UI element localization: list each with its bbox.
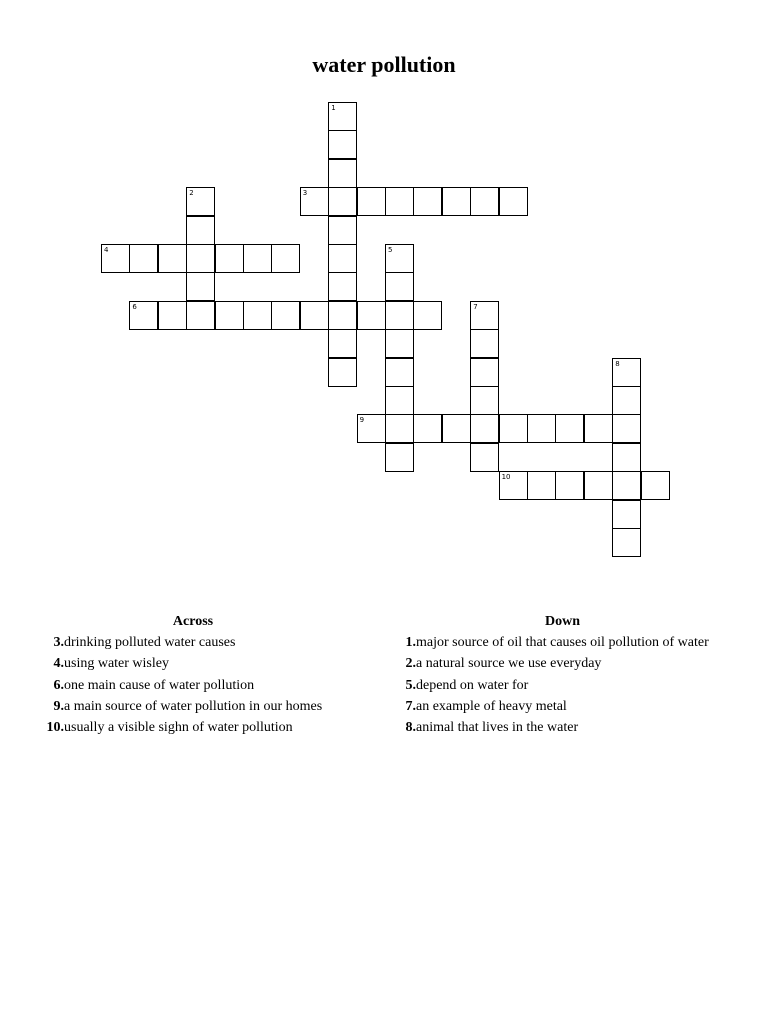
cell-number: 2 xyxy=(189,189,194,198)
cell-number: 4 xyxy=(104,246,109,254)
crossword-cell[interactable] xyxy=(385,386,414,415)
clue-text: a main source of water pollution in our homes xyxy=(64,698,323,714)
clue-across-9 xyxy=(38,696,368,717)
crossword-cell[interactable] xyxy=(470,187,499,216)
crossword-cell[interactable] xyxy=(328,216,357,245)
clue-text: using water wisley xyxy=(64,656,169,672)
crossword-cell[interactable] xyxy=(385,301,414,330)
crossword-cell[interactable] xyxy=(612,386,641,415)
crossword-cell[interactable] xyxy=(158,244,187,273)
clue-number: 8. xyxy=(405,720,416,736)
clue-text: a natural source we use everyday xyxy=(416,656,602,672)
crossword-cell[interactable] xyxy=(612,500,641,529)
crossword-cell[interactable] xyxy=(328,301,357,330)
crossword-cell[interactable] xyxy=(499,471,528,500)
crossword-cell[interactable] xyxy=(357,414,386,443)
clue-number: 2. xyxy=(405,656,416,672)
cell-number: 1 xyxy=(331,104,336,112)
crossword-cell[interactable] xyxy=(158,301,187,330)
crossword-cell[interactable] xyxy=(101,244,130,273)
crossword-cell[interactable] xyxy=(470,443,499,472)
crossword-cell[interactable] xyxy=(129,244,158,273)
crossword-cell[interactable] xyxy=(328,187,357,216)
crossword-cell[interactable] xyxy=(357,187,386,216)
crossword-cell[interactable] xyxy=(243,244,272,273)
crossword-cell[interactable] xyxy=(385,187,414,216)
crossword-cell[interactable] xyxy=(584,471,613,500)
crossword-cell[interactable] xyxy=(271,244,300,273)
clue-number: 1. xyxy=(405,635,416,650)
crossword-cell[interactable] xyxy=(243,301,272,330)
crossword-cell[interactable] xyxy=(385,443,414,472)
clue-across-3 xyxy=(38,632,368,653)
crossword-cell[interactable] xyxy=(470,414,499,443)
crossword-cell[interactable] xyxy=(328,329,357,358)
crossword-cell[interactable] xyxy=(470,358,499,387)
crossword-cell[interactable] xyxy=(186,187,215,216)
crossword-cell[interactable] xyxy=(186,244,215,273)
crossword-cell[interactable] xyxy=(641,471,670,500)
clue-text: usually a visible sighn of water pollution xyxy=(64,720,293,736)
clue-across-6 xyxy=(38,675,368,696)
crossword-cell[interactable] xyxy=(215,244,244,273)
crossword-cell[interactable] xyxy=(328,358,357,387)
cell-number: 5 xyxy=(388,246,393,254)
crossword-cell[interactable] xyxy=(584,414,613,443)
crossword-cell[interactable] xyxy=(612,471,641,500)
crossword-cell[interactable] xyxy=(470,386,499,415)
clue-number: 9. xyxy=(53,698,64,714)
crossword-cell[interactable] xyxy=(612,443,641,472)
crossword-cell[interactable] xyxy=(186,301,215,330)
crossword-cell[interactable] xyxy=(129,301,158,330)
crossword-cell[interactable] xyxy=(555,414,584,443)
crossword-cell[interactable] xyxy=(612,528,641,557)
crossword-cell[interactable] xyxy=(385,358,414,387)
crossword-cell[interactable] xyxy=(328,159,357,188)
crossword-cell[interactable] xyxy=(271,301,300,330)
crossword-cell[interactable] xyxy=(385,244,414,273)
clue-number: 10. xyxy=(46,720,64,736)
crossword-cell[interactable] xyxy=(300,187,329,216)
cell-number: 3 xyxy=(302,189,308,198)
crossword-cell[interactable] xyxy=(328,272,357,301)
crossword-cell[interactable] xyxy=(413,414,442,443)
cell-number: 8 xyxy=(615,359,620,368)
crossword-cell[interactable] xyxy=(470,301,499,330)
clue-across-10 xyxy=(38,717,368,738)
cell-number: 6 xyxy=(132,302,137,311)
clue-number: 6. xyxy=(53,677,64,693)
down-heading: Down xyxy=(544,614,580,629)
crossword-cell[interactable] xyxy=(328,244,357,273)
crossword-cell[interactable] xyxy=(385,272,414,301)
crossword-cell[interactable] xyxy=(215,301,244,330)
clue-down-8 xyxy=(390,717,760,738)
cell-number: 10 xyxy=(501,473,511,482)
crossword-cell[interactable] xyxy=(186,216,215,245)
crossword-cell[interactable] xyxy=(499,187,528,216)
crossword-cell[interactable] xyxy=(300,301,329,330)
crossword-cell[interactable] xyxy=(413,301,442,330)
clue-number: 5. xyxy=(405,677,416,693)
clue-text: depend on water for xyxy=(416,677,529,693)
across-heading: Across xyxy=(172,614,214,629)
crossword-cell[interactable] xyxy=(527,414,556,443)
down-clues xyxy=(390,612,760,738)
crossword-cell[interactable] xyxy=(385,329,414,358)
crossword-cell[interactable] xyxy=(357,301,386,330)
crossword-cell[interactable] xyxy=(470,329,499,358)
clue-text: major source of oil that causes oil pollution of water xyxy=(416,635,709,650)
crossword-cell[interactable] xyxy=(555,471,584,500)
clue-number: 7. xyxy=(405,698,416,714)
crossword-cell[interactable] xyxy=(413,187,442,216)
clue-text: animal that lives in the water xyxy=(416,720,579,736)
cell-number: 7 xyxy=(473,302,478,311)
crossword-cell[interactable] xyxy=(527,471,556,500)
clue-text: one main cause of water pollution xyxy=(64,677,255,693)
clue-number: 3. xyxy=(53,635,64,650)
crossword-cell[interactable] xyxy=(442,414,471,443)
cell-number: 9 xyxy=(359,416,365,425)
crossword-cell[interactable] xyxy=(328,102,357,131)
clue-number: 4. xyxy=(53,656,64,672)
crossword-cell[interactable] xyxy=(442,187,471,216)
clue-down-7 xyxy=(390,696,760,717)
clue-down-5 xyxy=(390,675,760,696)
clue-across-4 xyxy=(38,653,368,674)
clue-text: drinking polluted water causes xyxy=(64,635,236,650)
crossword-cell[interactable] xyxy=(385,414,414,443)
crossword-cell[interactable] xyxy=(186,272,215,301)
puzzle-title: water pollution xyxy=(312,52,456,77)
across-clues xyxy=(38,612,368,738)
clue-text: an example of heavy metal xyxy=(416,698,567,714)
crossword-cell[interactable] xyxy=(499,414,528,443)
crossword-cell[interactable] xyxy=(612,358,641,387)
crossword-cell[interactable] xyxy=(328,130,357,159)
clue-down-2 xyxy=(390,653,760,674)
clue-down-1 xyxy=(390,632,760,653)
crossword-cell[interactable] xyxy=(612,414,641,443)
